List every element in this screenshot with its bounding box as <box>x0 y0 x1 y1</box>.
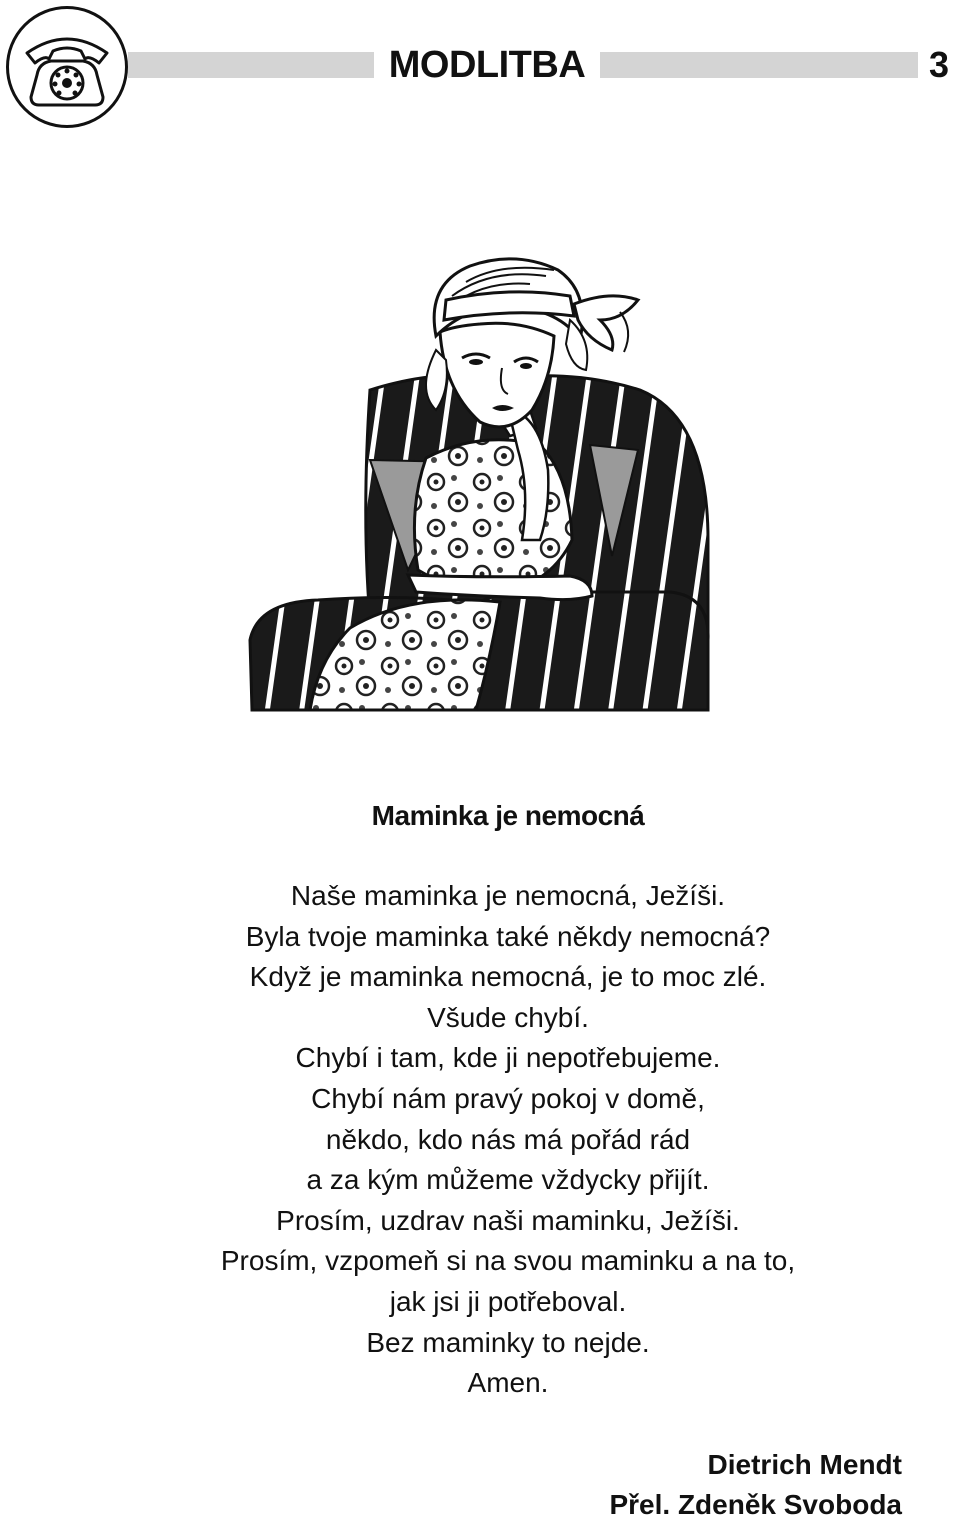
telephone-badge <box>6 6 128 128</box>
telephone-icon <box>19 23 115 115</box>
poem-line: Amen. <box>467 1367 549 1399</box>
section-title: MODLITBA <box>388 44 586 86</box>
poem-body <box>0 876 960 1404</box>
poem-author: Dietrich Mendt <box>707 1449 902 1480</box>
page-header <box>0 0 960 130</box>
poem-title: Maminka je nemocná <box>371 800 645 831</box>
poem-line: Všude chybí. <box>427 1001 589 1033</box>
poem-line: Prosím, vzpomeň si na svou maminku a na to, <box>220 1245 796 1277</box>
header-bar-right <box>600 52 918 78</box>
header-bar-left <box>128 52 374 78</box>
poem-line: Prosím, uzdrav naši maminku, Ježíši. <box>276 1204 740 1236</box>
poem-line: Chybí nám pravý pokoj v domě, <box>311 1082 705 1114</box>
poem-line: Naše maminka je nemocná, Ježíši. <box>290 880 726 911</box>
poem-line: Byla tvoje maminka také někdy nemocná? <box>245 920 771 952</box>
woman-in-armchair-illustration <box>240 240 720 720</box>
poem-line: někdo, kdo nás má pořád rád <box>325 1123 691 1155</box>
poem-line: Chybí i tam, kde ji nepotřebujeme. <box>295 1042 721 1074</box>
poem-line: jak jsi ji potřeboval. <box>389 1285 627 1317</box>
page-number: 3 <box>928 44 950 85</box>
poem-line: Když je maminka nemocná, je to moc zlé. <box>249 961 767 993</box>
poem-line: a za kým můžeme vždycky přijít. <box>306 1164 710 1196</box>
poem-translator: Přel. Zdeněk Svoboda <box>609 1489 902 1520</box>
poem-line: Bez maminky to nejde. <box>366 1326 650 1358</box>
